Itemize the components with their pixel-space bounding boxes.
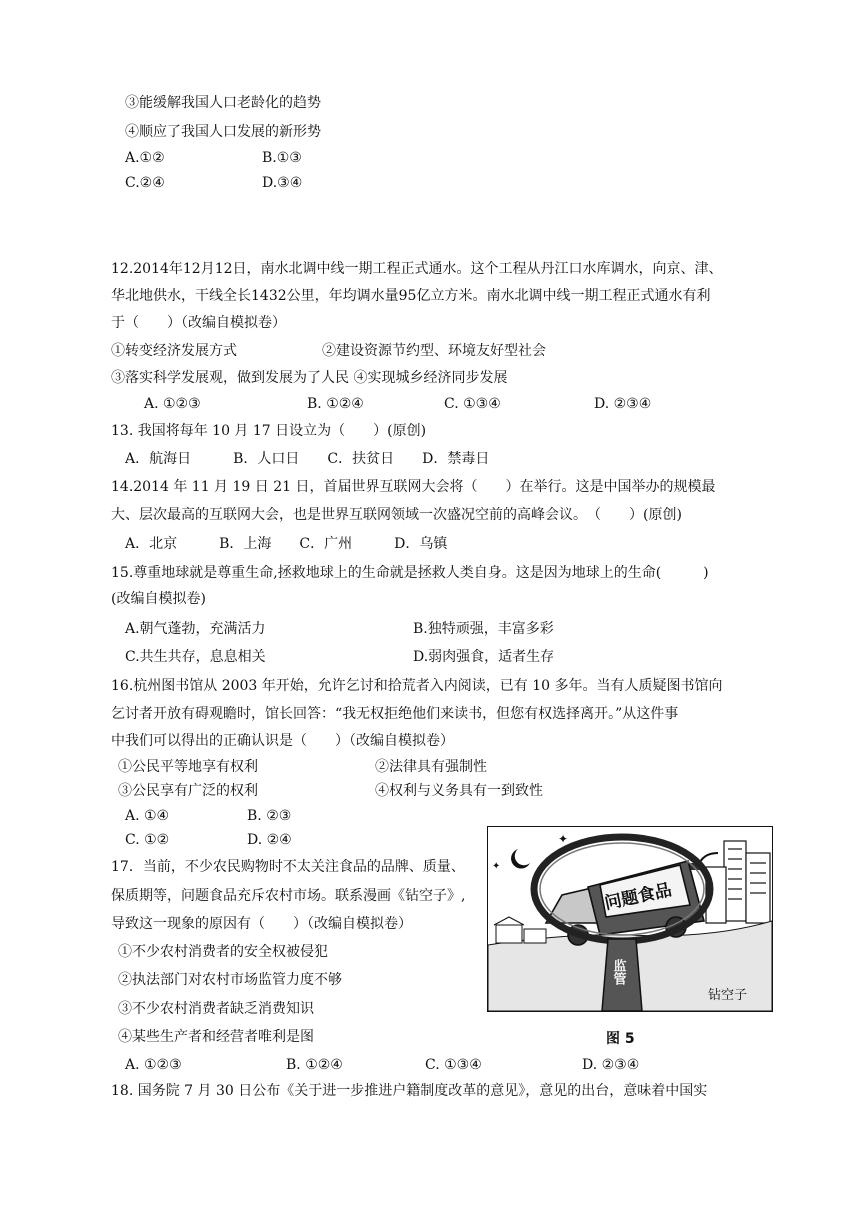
q16-item-2: ②法律具有强制性 xyxy=(375,759,487,775)
q13-options: A．航海日 B．人口日 C．扶贫日 D．禁毒日 xyxy=(125,451,490,467)
q16-item-3: ③公民享有广泛的权利 xyxy=(118,783,258,799)
q11-option-c: C.②④ xyxy=(125,175,165,191)
q11-option-a: A.①② xyxy=(125,150,165,166)
q17-option-d: D. ②③④ xyxy=(582,1057,640,1073)
q16-item-4: ④权利与义务具有一到致性 xyxy=(375,783,543,799)
q17-item-1: ①不少农村消费者的安全权被侵犯 xyxy=(118,944,328,960)
q16-option-a: A. ①④ xyxy=(125,808,170,824)
q17-stem-line-1: 17．当前，不少农民购物时不太关注食品的品牌、质量、 xyxy=(111,859,465,875)
q16-option-c: C. ①② xyxy=(125,832,170,848)
q15-option-c: C.共生共存，息息相关 xyxy=(125,649,266,665)
q12-option-a: A. ①②③ xyxy=(144,396,201,412)
q12-stem-line-1: 12.2014年12月12日，南水北调中线一期工程正式通水。这个工程从丹江口水库调水，向京、津、 xyxy=(111,261,723,277)
cartoon-illustration xyxy=(488,827,772,1011)
q15-option-d: D.弱肉强食，适者生存 xyxy=(413,649,555,665)
q15-stem-line-2: (改编自模拟卷) xyxy=(111,591,206,607)
q17-option-c: C. ①③④ xyxy=(425,1057,482,1073)
q12-stem-line-2: 华北地供水，干线全长1432公里，年均调水量95亿立方米。南水北调中线一期工程正式通水有利 xyxy=(111,288,711,304)
q16-option-d: D. ②④ xyxy=(247,832,292,848)
q16-stem-line-3: 中我们可以得出的正确认识是（ ）（改编自模拟卷） xyxy=(111,733,454,749)
q15-option-b: B.独特顽强，丰富多彩 xyxy=(413,621,554,637)
q14-stem-line-1: 14.2014 年 11 月 19 日 21 日，首届世界互联网大会将（ ）在举行。这是中国举办的规模最 xyxy=(111,479,716,495)
q17-item-4: ④某些生产者和经营者唯利是图 xyxy=(118,1029,314,1045)
q11-option-b: B.①③ xyxy=(262,150,302,166)
q17-item-2: ②执法部门对农村市场监管力度不够 xyxy=(118,972,342,988)
q14-stem-line-2: 大、层次最高的互联网大会，也是世界互联网领域一次盛况空前的高峰会议。 （ ）(原创) xyxy=(111,507,682,523)
q16-stem-line-2: 乞讨者开放有碍观瞻时，馆长回答：“我无权拒绝他们来读书，但您有权选择离开。”从这件事 xyxy=(111,706,679,722)
q16-stem-line-1: 16.杭州图书馆从 2003 年开始，允许乞讨和拾荒者入内阅读，已有 10 多年。当有人质疑图书馆向 xyxy=(111,678,723,694)
q17-option-b: B. ①②④ xyxy=(286,1057,343,1073)
q15-stem-line-1: 15.尊重地球就是尊重生命,拯救地球上的生命就是拯救人类自身。这是因为地球上的生命( ) xyxy=(111,565,709,581)
q12-stem-line-3: 于（ ）（改编自模拟卷） xyxy=(111,315,286,331)
q11-item-3: ③能缓解我国人口老龄化的趋势 xyxy=(125,95,321,111)
q17-item-3: ③不少农村消费者缺乏消费知识 xyxy=(118,1001,314,1017)
svg-text:✦: ✦ xyxy=(492,861,501,872)
cartoon-title: 钻空子 xyxy=(708,988,748,1003)
q11-option-d: D.③④ xyxy=(262,175,303,191)
magnifier-handle-label: 监管 xyxy=(610,959,626,985)
q17-option-a: A. ①②③ xyxy=(125,1057,182,1073)
q12-option-c: C. ①③④ xyxy=(444,396,501,412)
svg-text:✦: ✦ xyxy=(558,832,569,846)
q12-option-b: B. ①②④ xyxy=(307,396,364,412)
q15-option-a: A.朝气蓬勃，充满活力 xyxy=(125,621,266,637)
q12-item-1: ①转变经济发展方式 xyxy=(111,343,237,359)
q16-option-b: B. ②③ xyxy=(247,808,292,824)
q14-options: A．北京 B．上海 C．广州 D．乌镇 xyxy=(125,536,448,552)
q12-item-2: ②建设资源节约型、环境友好型社会 xyxy=(322,343,546,359)
q12-item-3-4: ③落实科学发展观，做到发展为了人民 ④实现城乡经济同步发展 xyxy=(111,370,508,386)
figure-caption: 图 5 xyxy=(606,1031,635,1047)
q17-stem-line-2: 保质期等，问题食品充斥农村市场。联系漫画《钻空子》, xyxy=(111,888,466,904)
q17-stem-line-3: 导致这一现象的原因有（ ）（改编自模拟卷） xyxy=(111,916,412,932)
q18-stem-line-1: 18. 国务院 7 月 30 日公布《关于进一步推进户籍制度改革的意见》，意见的出台，意味着中国实 xyxy=(111,1083,708,1099)
truck-label: 问题食品 xyxy=(602,880,674,914)
q11-item-4: ④顺应了我国人口发展的新形势 xyxy=(125,124,321,140)
q13-stem: 13. 我国将每年 10 月 17 日设立为（ ）(原创) xyxy=(111,423,427,439)
q16-item-1: ①公民平等地享有权利 xyxy=(118,759,258,775)
cartoon-figure xyxy=(487,826,773,1012)
q12-option-d: D. ②③④ xyxy=(594,396,652,412)
